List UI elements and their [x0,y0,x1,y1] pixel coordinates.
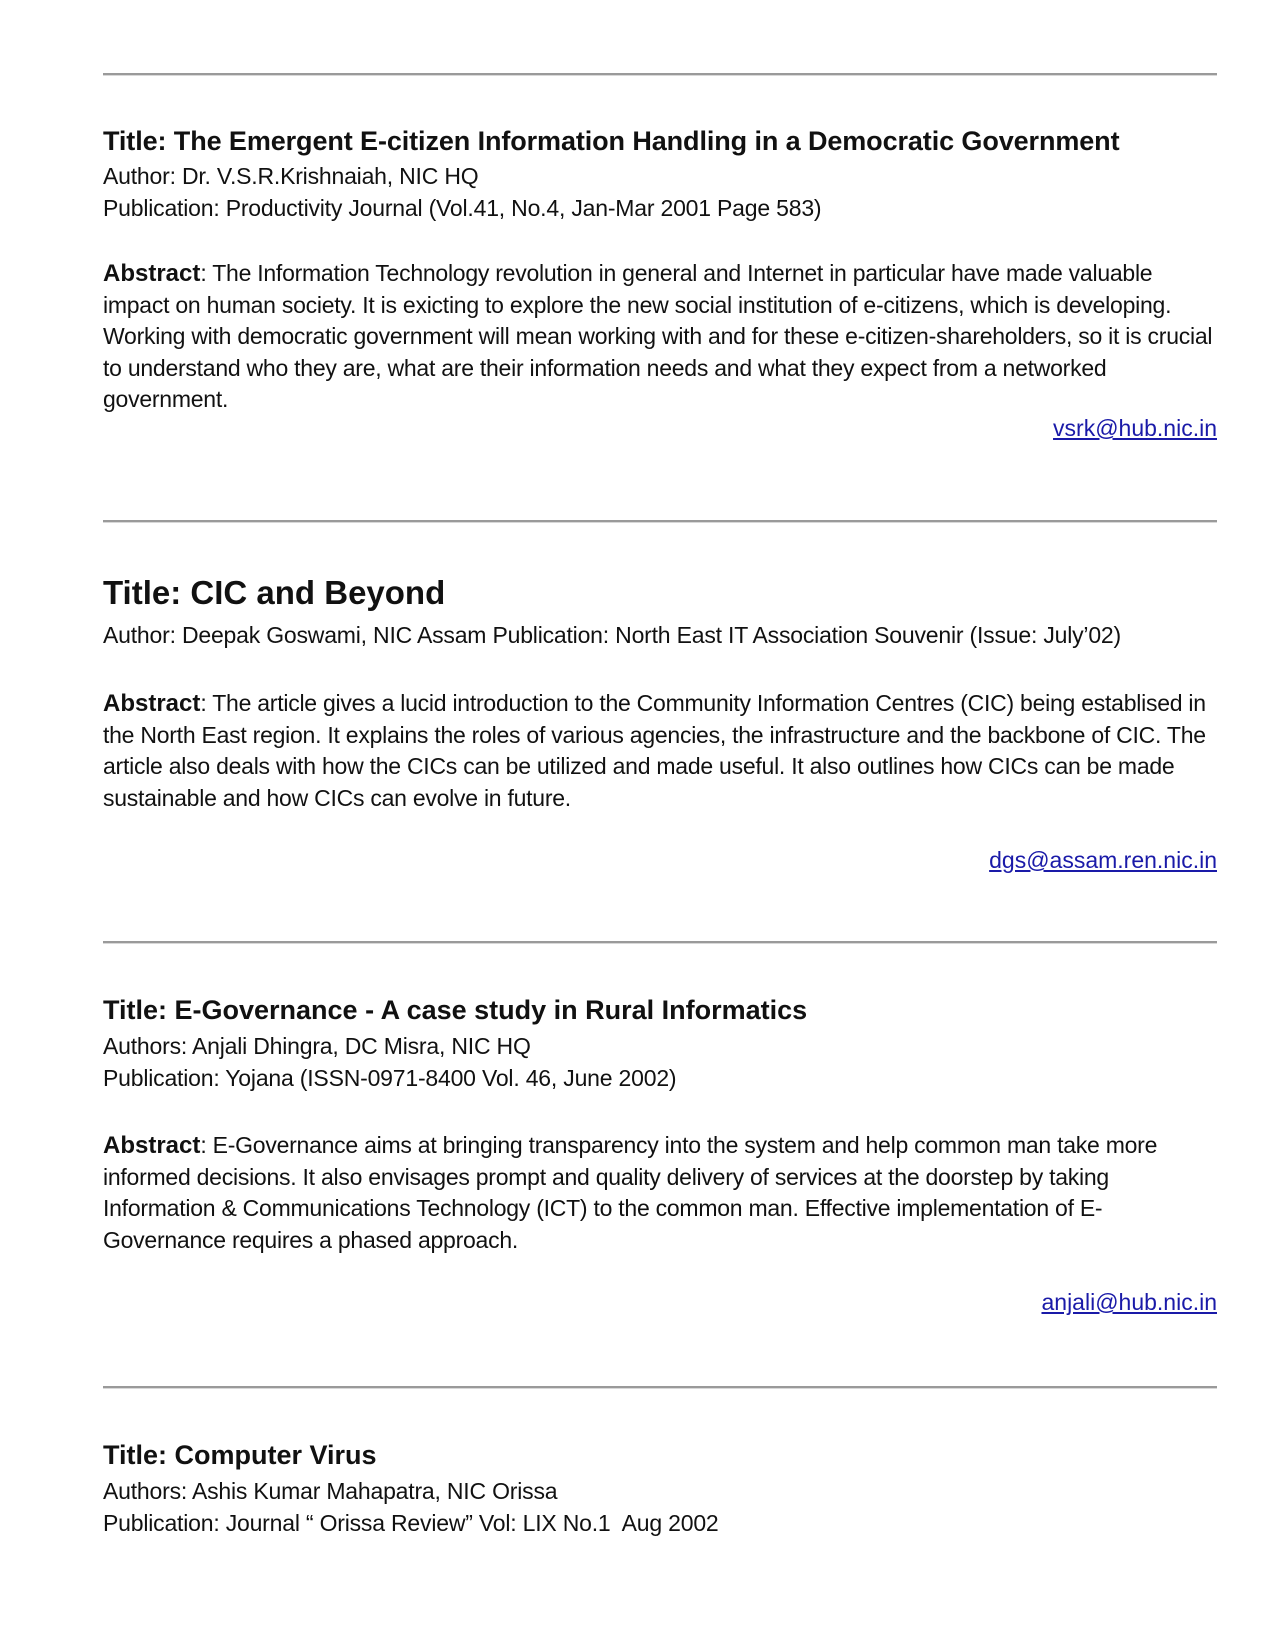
entry-abstract [103,258,1217,416]
horizontal-rule [103,1386,1217,1389]
horizontal-rule [103,73,1217,76]
entry-publication: Publication: Productivity Journal (Vol.41, No.4, Jan-Mar 2001 Page 583) [103,195,822,221]
email-link[interactable]: dgs@assam.ren.nic.in [989,847,1217,873]
abstract-text: : The Information Technology revolution in general and Internet in particular have made valuable impact on human society. It is exicting to explore the new social institution of e-citizens, which is developing. Working with democratic government will mean working with and for these e-citizen-shareholders, so it is crucial to understand who they are, what are their information needs and what they expect from a networked government. [103,260,1213,412]
abstract-text: : E-Governance aims at bringing transparency into the system and help common man take more informed decisions. It also envisages prompt and quality delivery of services at the doorstep by taking Information & Communications Technology (ICT) to the common man. Effective implementation of E-Governance requires a phased approach. [103,1132,1158,1253]
entry-author: Author: Dr. V.S.R.Krishnaiah, NIC HQ [103,163,479,189]
email-link[interactable]: vsrk@hub.nic.in [1053,415,1217,441]
email-link[interactable]: anjali@hub.nic.in [1041,1289,1217,1315]
entry-email-row [103,1286,1217,1318]
entry-title: Title: The Emergent E-citizen Information Handling in a Democratic Government [103,126,1120,156]
entry-author-publication: Author: Deepak Goswami, NIC Assam Publication: North East IT Association Souvenir (Issue: July’02) [103,622,1121,648]
entry-title: Title: CIC and Beyond [103,574,446,611]
entry-email-row [103,412,1217,444]
entry-abstract [103,1130,1217,1256]
abstract-label: Abstract [103,690,201,717]
entry-author: Authors: Anjali Dhingra, DC Misra, NIC HQ [103,1033,531,1059]
entry-author: Authors: Ashis Kumar Mahapatra, NIC Orissa [103,1478,558,1504]
entry-title: Title: E-Governance - A case study in Rural Informatics [103,995,808,1025]
entry-email-row [103,844,1217,876]
horizontal-rule [103,941,1217,944]
entry-abstract [103,688,1217,814]
entry-publication: Publication: Journal “ Orissa Review” Vol: LIX No.1 Aug 2002 [103,1510,719,1536]
abstract-label: Abstract [103,1132,201,1159]
entry-publication: Publication: Yojana (ISSN-0971-8400 Vol. 46, June 2002) [103,1065,677,1091]
entry-title: Title: Computer Virus [103,1440,377,1470]
abstract-label: Abstract [103,260,201,287]
abstract-text: : The article gives a lucid introduction to the Community Information Centres (CIC) being establised in the North East region. It explains the roles of various agencies, the infrastructure and the backbone of CIC. The article also deals with how the CICs can be utilized and made useful. It also outlines how CICs can be made sustainable and how CICs can evolve in future. [103,690,1206,811]
horizontal-rule [103,520,1217,523]
